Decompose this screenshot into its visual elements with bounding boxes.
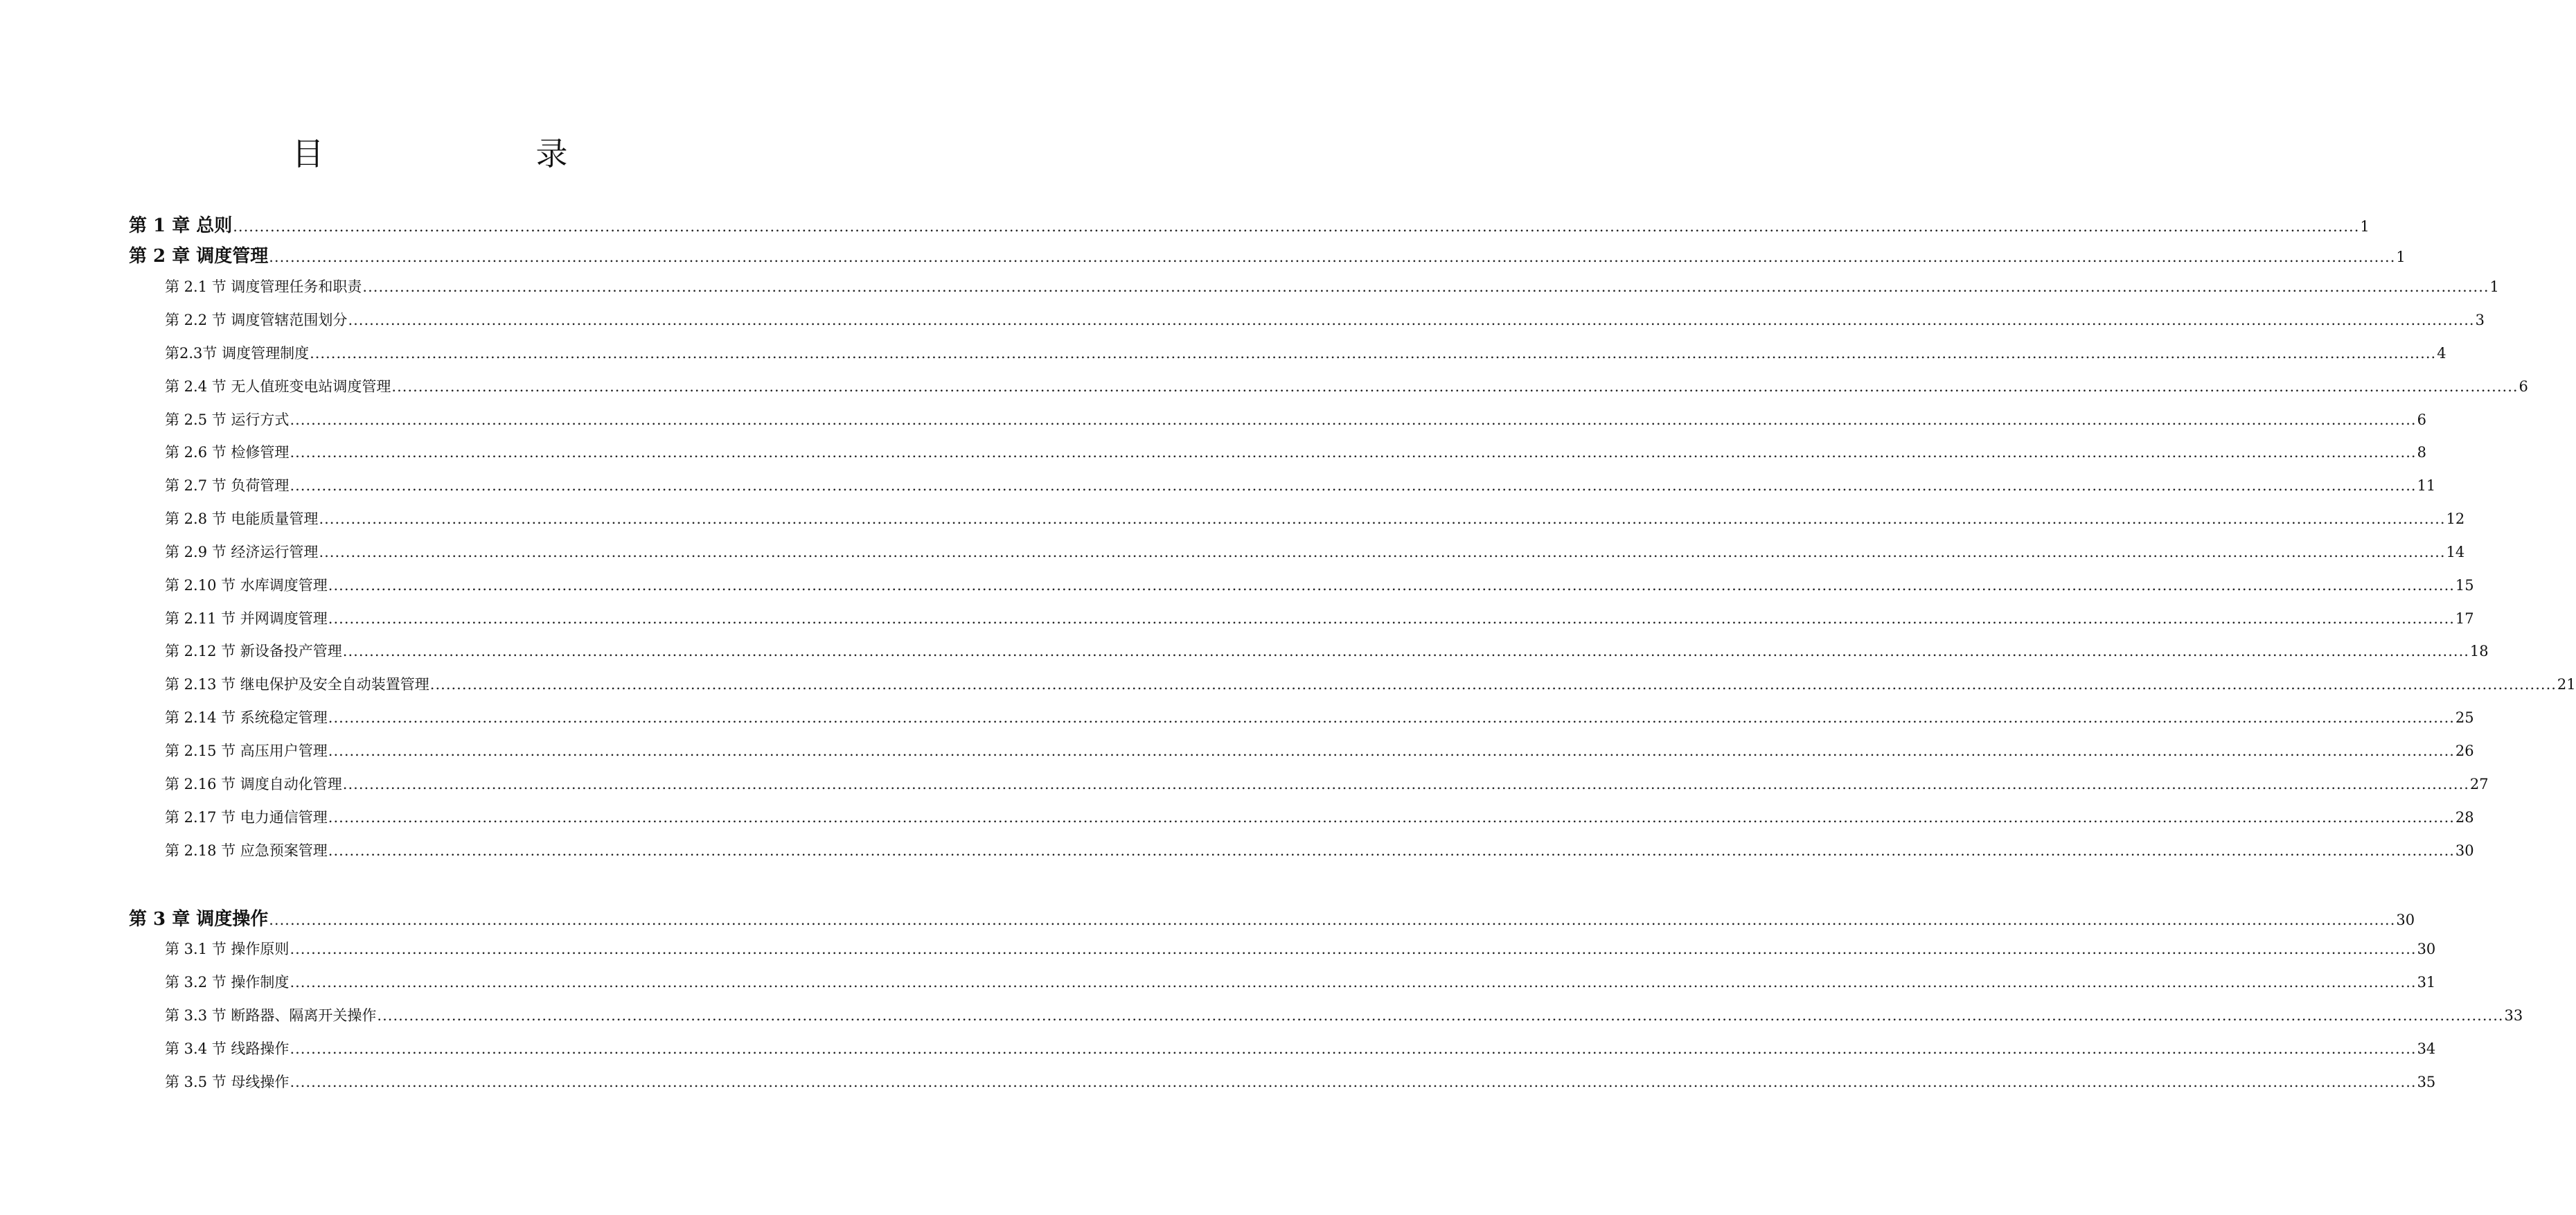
toc-section-entry[interactable] bbox=[165, 840, 2474, 860]
toc-entry-label: 第 2.1 节 调度管理任务和职责 bbox=[165, 278, 362, 295]
toc-entry-label: 第 2.15 节 高压用户管理 bbox=[165, 743, 328, 759]
toc-section-entry[interactable] bbox=[165, 409, 2426, 429]
toc-page-number: 21 bbox=[2557, 676, 2576, 693]
toc-entry-label: 第 2.18 节 应急预案管理 bbox=[165, 842, 328, 859]
toc-dot-leader: ................................................................................................................................................................................................................................................................................................................................................................................................................ bbox=[290, 411, 2417, 428]
toc-dot-leader: ................................................................................................................................................................................................................................................................................................................................................................................................................ bbox=[328, 610, 2455, 627]
toc-entry-label: 第 2.16 节 调度自动化管理 bbox=[165, 776, 342, 792]
toc-dot-leader: ................................................................................................................................................................................................................................................................................................................................................................................................................ bbox=[233, 218, 2360, 235]
toc-entry-label: 第 2.7 节 负荷管理 bbox=[165, 477, 290, 494]
toc-dot-leader: ................................................................................................................................................................................................................................................................................................................................................................................................................ bbox=[290, 1074, 2417, 1090]
toc-section-entry[interactable] bbox=[165, 309, 2485, 330]
toc-section-entry[interactable] bbox=[165, 574, 2474, 595]
toc-dot-leader: ................................................................................................................................................................................................................................................................................................................................................................................................................ bbox=[342, 643, 2469, 659]
toc-page-number: 4 bbox=[2437, 345, 2446, 362]
toc-entry-label: 第 2.9 节 经济运行管理 bbox=[165, 544, 319, 560]
toc-page-number: 3 bbox=[2475, 312, 2485, 328]
toc-dot-leader: ................................................................................................................................................................................................................................................................................................................................................................................................................ bbox=[429, 676, 2557, 693]
toc-entry-label: 第 3.4 节 线路操作 bbox=[165, 1040, 290, 1057]
toc-entry-label: 第 2.4 节 无人值班变电站调度管理 bbox=[165, 378, 391, 395]
toc-dot-leader: ................................................................................................................................................................................................................................................................................................................................................................................................................ bbox=[328, 842, 2455, 859]
toc-dot-leader: ................................................................................................................................................................................................................................................................................................................................................................................................................ bbox=[328, 709, 2455, 726]
toc-page-number: 30 bbox=[2417, 941, 2436, 957]
toc-page-number: 11 bbox=[2417, 477, 2436, 494]
toc-dot-leader: ................................................................................................................................................................................................................................................................................................................................................................................................................ bbox=[290, 444, 2417, 461]
toc-page-number: 27 bbox=[2469, 776, 2489, 792]
toc-page-number: 30 bbox=[2455, 842, 2474, 859]
toc-entry-label: 第 3.2 节 操作制度 bbox=[165, 974, 290, 991]
toc-entry-label: 第 3.3 节 断路器、隔离开关操作 bbox=[165, 1007, 377, 1024]
toc-section-entry[interactable] bbox=[165, 441, 2426, 462]
toc-section-entry[interactable] bbox=[165, 541, 2465, 562]
toc-chapter-entry[interactable] bbox=[129, 211, 2370, 237]
toc-dot-leader: ................................................................................................................................................................................................................................................................................................................................................................................................................ bbox=[377, 1007, 2504, 1024]
toc-section-entry[interactable] bbox=[165, 475, 2436, 495]
toc-page-number: 34 bbox=[2417, 1040, 2436, 1057]
toc-dot-leader: ................................................................................................................................................................................................................................................................................................................................................................................................................ bbox=[290, 941, 2417, 957]
toc-page-number: 8 bbox=[2417, 444, 2426, 461]
toc-section-entry[interactable] bbox=[165, 608, 2474, 628]
toc-entry-label: 第 2 章 调度管理 bbox=[129, 246, 269, 267]
toc-entry-label: 第 2.10 节 水库调度管理 bbox=[165, 577, 328, 594]
toc-dot-leader: ................................................................................................................................................................................................................................................................................................................................................................................................................ bbox=[328, 809, 2455, 826]
toc-page-number: 25 bbox=[2455, 709, 2474, 726]
toc-page-number: 26 bbox=[2455, 743, 2474, 759]
toc-section-entry[interactable] bbox=[165, 971, 2436, 992]
toc-section-entry[interactable] bbox=[165, 1004, 2523, 1025]
toc-page-number: 15 bbox=[2455, 577, 2474, 594]
toc-page-number: 18 bbox=[2469, 643, 2489, 659]
toc-dot-leader: ................................................................................................................................................................................................................................................................................................................................................................................................................ bbox=[290, 974, 2417, 991]
toc-chapter-entry[interactable] bbox=[129, 905, 2415, 930]
toc-page-number: 28 bbox=[2455, 809, 2474, 826]
toc-page-number: 35 bbox=[2417, 1074, 2436, 1090]
toc-section-entry[interactable] bbox=[165, 276, 2499, 296]
toc-entry-label: 第 2.12 节 新设备投产管理 bbox=[165, 643, 342, 659]
toc-title: 目 录 bbox=[292, 135, 617, 172]
toc-entry-label: 第 2.17 节 电力通信管理 bbox=[165, 809, 328, 826]
toc-dot-leader: ................................................................................................................................................................................................................................................................................................................................................................................................................ bbox=[290, 477, 2417, 494]
toc-entry-label: 第 2.8 节 电能质量管理 bbox=[165, 511, 319, 527]
toc-dot-leader: ................................................................................................................................................................................................................................................................................................................................................................................................................ bbox=[269, 912, 2396, 928]
toc-entry-label: 第 2.5 节 运行方式 bbox=[165, 411, 290, 428]
toc-entry-label: 第2.3节 调度管理制度 bbox=[165, 345, 310, 362]
toc-section-entry[interactable] bbox=[165, 707, 2474, 727]
toc-section-entry[interactable] bbox=[165, 508, 2465, 529]
toc-section-entry[interactable] bbox=[165, 773, 2489, 794]
toc-section-entry[interactable] bbox=[165, 375, 2528, 396]
toc-page-number: 1 bbox=[2360, 218, 2370, 235]
toc-entry-label: 第 3.5 节 母线操作 bbox=[165, 1074, 290, 1090]
toc-section-entry[interactable] bbox=[165, 806, 2474, 827]
toc-page-number: 12 bbox=[2446, 511, 2465, 527]
toc-page-number: 33 bbox=[2504, 1007, 2523, 1024]
toc-entry-label: 第 1 章 总则 bbox=[129, 215, 233, 236]
toc-section-entry[interactable] bbox=[165, 938, 2436, 959]
toc-section-entry[interactable] bbox=[165, 673, 2576, 694]
toc-section-entry[interactable] bbox=[165, 342, 2446, 363]
toc-dot-leader: ................................................................................................................................................................................................................................................................................................................................................................................................................ bbox=[342, 776, 2469, 792]
toc-page-number: 30 bbox=[2396, 912, 2415, 928]
toc-page-number: 1 bbox=[2396, 249, 2406, 265]
toc-entry-label: 第 2.14 节 系统稳定管理 bbox=[165, 709, 328, 726]
toc-section-entry[interactable] bbox=[165, 1038, 2436, 1058]
toc-chapter-entry[interactable] bbox=[129, 242, 2406, 267]
toc-section-entry[interactable] bbox=[165, 740, 2474, 761]
toc-entry-label: 第 3.1 节 操作原则 bbox=[165, 941, 290, 957]
toc-page-number: 6 bbox=[2519, 378, 2528, 395]
toc-entry-label: 第 2.11 节 并网调度管理 bbox=[165, 610, 328, 627]
toc-entry-label: 第 2.6 节 检修管理 bbox=[165, 444, 290, 461]
toc-page-number: 6 bbox=[2417, 411, 2426, 428]
toc-dot-leader: ................................................................................................................................................................................................................................................................................................................................................................................................................ bbox=[328, 577, 2455, 594]
toc-dot-leader: ................................................................................................................................................................................................................................................................................................................................................................................................................ bbox=[269, 249, 2396, 265]
toc-dot-leader: ................................................................................................................................................................................................................................................................................................................................................................................................................ bbox=[319, 511, 2446, 527]
toc-page-number: 17 bbox=[2455, 610, 2474, 627]
toc-section-entry[interactable] bbox=[165, 640, 2489, 661]
toc-dot-leader: ................................................................................................................................................................................................................................................................................................................................................................................................................ bbox=[348, 312, 2475, 328]
toc-entry-label: 第 3 章 调度操作 bbox=[129, 909, 269, 930]
toc-page-number: 1 bbox=[2489, 278, 2499, 295]
toc-dot-leader: ................................................................................................................................................................................................................................................................................................................................................................................................................ bbox=[328, 743, 2455, 759]
toc-dot-leader: ................................................................................................................................................................................................................................................................................................................................................................................................................ bbox=[362, 278, 2489, 295]
toc-page-number: 31 bbox=[2417, 974, 2436, 991]
toc-entry-label: 第 2.2 节 调度管辖范围划分 bbox=[165, 312, 348, 328]
toc-dot-leader: ................................................................................................................................................................................................................................................................................................................................................................................................................ bbox=[391, 378, 2519, 395]
toc-entry-label: 第 2.13 节 继电保护及安全自动装置管理 bbox=[165, 676, 429, 693]
toc-dot-leader: ................................................................................................................................................................................................................................................................................................................................................................................................................ bbox=[290, 1040, 2417, 1057]
toc-dot-leader: ................................................................................................................................................................................................................................................................................................................................................................................................................ bbox=[319, 544, 2446, 560]
toc-dot-leader: ................................................................................................................................................................................................................................................................................................................................................................................................................ bbox=[310, 345, 2437, 362]
toc-page-number: 14 bbox=[2446, 544, 2465, 560]
toc-section-entry[interactable] bbox=[165, 1071, 2436, 1092]
